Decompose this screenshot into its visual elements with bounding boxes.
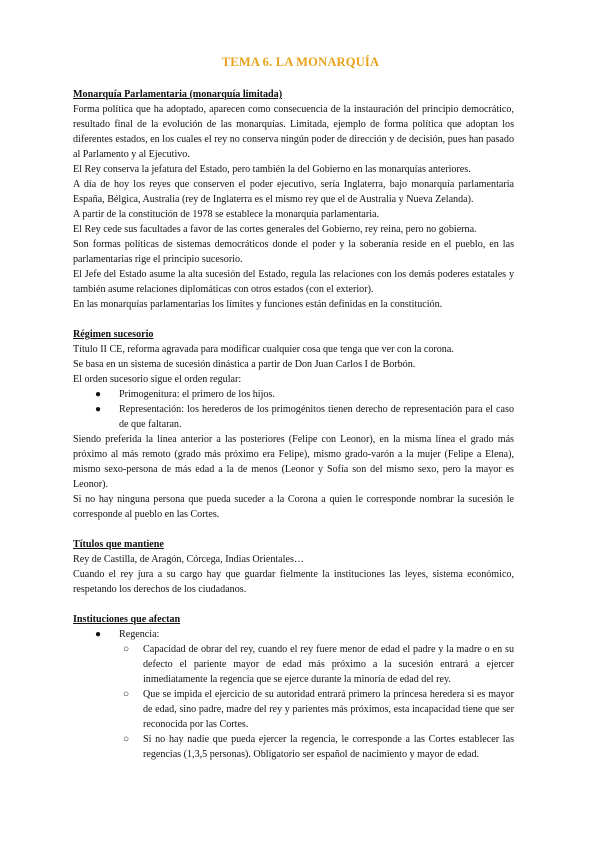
list-item-text: Primogenitura: el primero de los hijos.: [119, 389, 275, 400]
paragraph: Siendo preferida la línea anterior a las posteriores (Felipe con Leonor), en la misma línea el grado más próximo al más remoto (grado más próximo era Felipe), mismo grado-varón a la mujer (Felipe a Elena), mismo sexo-persona de más edad a la de menos (Leonor y Sofía son del mismo sexo, pero la mayor es Leonor).: [73, 434, 514, 490]
section-titulos: [73, 537, 514, 597]
paragraph: A partir de la constitución de 1978 se establece la monarquía parlamentaria.: [73, 209, 380, 220]
paragraph: A día de hoy los reyes que conserven el poder ejecutivo, sería Inglaterra, bajo monarquía parlamentaria España, Bélgica, Australia (rey de Inglaterra es el mismo rey que el de Australia y Nueva Zelanda).: [73, 179, 514, 205]
page-title: TEMA 6. LA MONARQUÍA: [221, 55, 380, 69]
list-item-text: Si no hay nadie que pueda ejercer la regencia, le corresponde a las Cortes establecer las regencias (1,3,5 personas). Obligatorio ser español de nacimiento y mayor de edad.: [143, 734, 514, 760]
section-heading: Títulos que mantiene: [73, 539, 164, 550]
paragraph: Si no hay ninguna persona que pueda suceder a la Corona a quien le corresponde nombrar la sucesión le corresponde al pueblo en las Cortes.: [73, 494, 514, 520]
paragraph: El Rey cede sus facultades a favor de las cortes generales del Gobierno, rey reina, pero no gobierna.: [73, 224, 477, 235]
section-heading: Instituciones que afectan: [73, 614, 181, 625]
paragraph: El Jefe del Estado asume la alta sucesión del Estado, regula las relaciones con los demás poderes estatales y también asume relaciones diplomáticas con otros estados (con el exterior).: [73, 269, 514, 295]
list-item-text: Que se impida el ejercicio de su autoridad entrará primero la princesa heredera si es mayor de edad, sino padre, madre del rey y parientes más próximos, esta incapacidad tiene que ser reconocida por las Cortes.: [143, 689, 514, 730]
paragraph: Forma política que ha adoptado, aparecen como consecuencia de la instauración del principio democrático, resultado final de la evolución de las monarquías. Limitada, ejemplo de forma política que adoptan los diferentes estados, en los cuales el rey no conserva ningún poder de dirección y de decisión, pues han pasado al Parlamento y al Ejecutivo.: [73, 104, 514, 160]
sub-bullet-list: [73, 642, 514, 762]
list-item: [73, 402, 514, 432]
list-item-text: Capacidad de obrar del rey, cuando el rey fuere menor de edad el padre y la madre o en su defecto el pariente mayor de edad más próximo a la sucesión entrará a ejercer inmediatamente la regencia que se ejerce durante la minoría de edad del rey.: [143, 644, 514, 685]
list-item: [73, 627, 514, 642]
sub-list-item: [73, 687, 514, 732]
section-heading: Monarquía Parlamentaria (monarquía limitada): [73, 89, 283, 100]
section-heading: Régimen sucesorio: [73, 329, 154, 340]
paragraph: Título II CE, reforma agravada para modificar cualquier cosa que tenga que ver con la corona.: [73, 344, 454, 355]
paragraph: El Rey conserva la jefatura del Estado, pero también la del Gobierno en las monarquías anteriores.: [73, 164, 471, 175]
bullet-list: [73, 627, 514, 642]
circle-bullet-icon: ○: [123, 734, 130, 745]
sub-list-item: [73, 732, 514, 762]
paragraph: En las monarquías parlamentarias los límites y funciones están definidas en la constitución.: [73, 299, 443, 310]
paragraph: El orden sucesorio sigue el orden regular:: [73, 374, 242, 385]
sub-list-item: [73, 642, 514, 687]
list-item: [73, 387, 514, 402]
circle-bullet-icon: ○: [123, 689, 130, 700]
list-item-text: Regencia:: [119, 629, 160, 640]
bullet-list: [73, 387, 514, 432]
paragraph: Se basa en un sistema de sucesión dinástica a partir de Don Juan Carlos I de Borbón.: [73, 359, 416, 370]
bullet-icon: ●: [95, 389, 102, 400]
list-item-text: Representación: los herederos de los primogénitos tienen derecho de representación para el caso de que faltaran.: [119, 404, 514, 430]
section-monarquia-parlamentaria: [73, 87, 514, 312]
section-regimen-sucesorio: [73, 327, 514, 522]
section-instituciones: [73, 612, 514, 762]
bullet-icon: ●: [95, 404, 102, 415]
paragraph: Rey de Castilla, de Aragón, Córcega, Indias Orientales…: [73, 554, 304, 565]
paragraph: Son formas políticas de sistemas democráticos donde el poder y la soberanía reside en el pueblo, en las parlamentarias rige el principio sucesorio.: [73, 239, 514, 265]
bullet-icon: ●: [95, 629, 102, 640]
paragraph: Cuando el rey jura a su cargo hay que guardar fielmente la instituciones las leyes, sistema económico, respetando los derechos de los ciudadanos.: [73, 569, 514, 595]
circle-bullet-icon: ○: [123, 644, 130, 655]
